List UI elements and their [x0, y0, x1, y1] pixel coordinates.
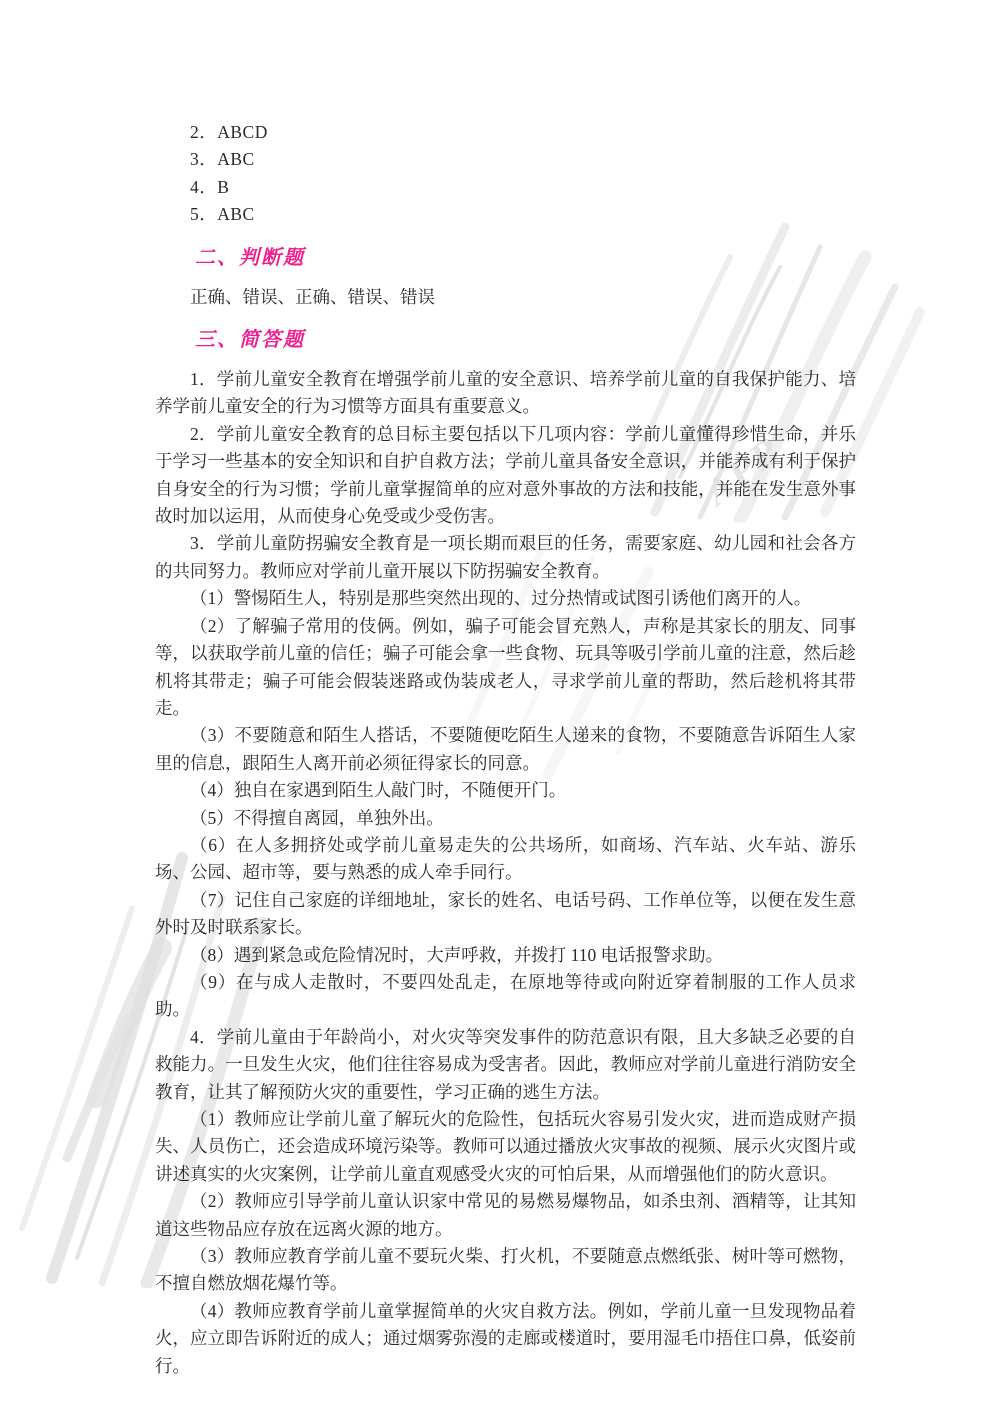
- short-answer-paragraph: 3．学前儿童防拐骗安全教育是一项长期而艰巨的任务，需要家庭、幼儿园和社会各方的共同努力。教师应对学前儿童开展以下防拐骗安全教育。: [155, 533, 856, 581]
- section-heading-short-answer: 三、简答题: [195, 327, 305, 352]
- short-answer-paragraph: （4）独自在家遇到陌生人敲门时，不随便开门。: [190, 780, 567, 801]
- short-answer-paragraph: （9）在与成人走散时，不要四处乱走，在原地等待或向附近穿着制服的工作人员求助。: [155, 971, 856, 1020]
- short-answer-paragraph: （2）教师应引导学前儿童认识家中常见的易燃易爆物品，如杀虫剂、酒精等，让其知道这些物品应存放在远离火源的地方。: [155, 1191, 856, 1239]
- answer-line: 4．B: [190, 176, 230, 197]
- short-answer-body: [155, 366, 856, 1380]
- short-answer-paragraph: （1）警惕陌生人，特别是那些突然出现的、过分热情或试图引诱他们离开的人。: [190, 588, 812, 609]
- short-answer-paragraph: （3）不要随意和陌生人搭话，不要随便吃陌生人递来的食物，不要随意告诉陌生人家里的信息，跟陌生人离开前必须征得家长的同意。: [155, 725, 856, 773]
- answer-sheet-content: [155, 119, 856, 1380]
- short-answer-paragraph: （8）遇到紧急或危险情况时，大声呼救，并拨打 110 电话报警求助。: [190, 944, 724, 965]
- short-answer-paragraph: （3）教师应教育学前儿童不要玩火柴、打火机，不要随意点燃纸张、树叶等可燃物，不擅自燃放烟花爆竹等。: [155, 1246, 856, 1294]
- watermark-text: APP: [698, 430, 789, 514]
- section-heading-judgment: 二、判断题: [195, 244, 305, 269]
- multiple-choice-answers: [155, 119, 856, 229]
- short-answer-paragraph: 4．学前儿童由于年龄尚小，对火灾等突发事件的防范意识有限，且大多缺乏必要的自救能力。一旦发生火灾，他们往往容易成为受害者。因此，教师应对学前儿童进行消防安全教育，让其了解预防火灾的重要性，学习正确的逃生方法。: [155, 1026, 856, 1102]
- short-answer-paragraph: 1．学前儿童安全教育在增强学前儿童的安全意识、培养学前儿童的自我保护能力、培养学前儿童安全的行为习惯等方面具有重要意义。: [155, 369, 856, 417]
- short-answer-paragraph: （4）教师应教育学前儿童掌握简单的火灾自救方法。例如，学前儿童一旦发现物品着火，应立即告诉附近的成人；通过烟雾弥漫的走廊或楼道时，要用湿毛巾捂住口鼻，低姿前行。: [155, 1300, 856, 1376]
- judgment-answers: 正确、错误、正确、错误、错误: [190, 286, 435, 307]
- short-answer-paragraph: （7）记住自己家庭的详细地址，家长的姓名、电话号码、工作单位等，以便在发生意外时及时联系家长。: [155, 889, 856, 938]
- answer-line: 5．ABC: [190, 204, 255, 225]
- short-answer-paragraph: （1）教师应让学前儿童了解玩火的危险性，包括玩火容易引发火灾，进而造成财产损失、人员伤亡，还会造成环境污染等。教师可以通过播放火灾事故的视频、展示火灾图片或讲述真实的火灾案例，让学前儿童直观感受火灾的可怕后果，从而增强他们的防火意识。: [155, 1109, 856, 1184]
- answer-line: 2．ABCD: [190, 122, 268, 142]
- short-answer-paragraph: 2．学前儿童安全教育的总目标主要包括以下几项内容：学前儿童懂得珍惜生命，并乐于学习一些基本的安全知识和自护自救方法；学前儿童具备安全意识，并能养成有利于保护自身安全的行为习惯；学前儿童掌握简单的应对意外事故的方法和技能，并能在发生意外事故时加以运用，从而使身心免受或少受伤害。: [155, 423, 856, 527]
- answer-line: 3．ABC: [190, 149, 255, 170]
- short-answer-paragraph: （6）在人多拥挤处或学前儿童易走失的公共场所，如商场、汽车站、火车站、游乐场、公园、超市等，要与熟悉的成人牵手同行。: [155, 834, 856, 883]
- short-answer-paragraph: （5）不得擅自离园，单独外出。: [190, 807, 444, 828]
- short-answer-paragraph: （2）了解骗子常用的伎俩。例如，骗子可能会冒充熟人，声称是其家长的朋友、同事等，以获取学前儿童的信任；骗子可能会拿一些食物、玩具等吸引学前儿童的注意，然后趁机将其带走；骗子可能会假装迷路或伪装成老人，寻求学前儿童的帮助，然后趁机将其带走。: [155, 615, 856, 718]
